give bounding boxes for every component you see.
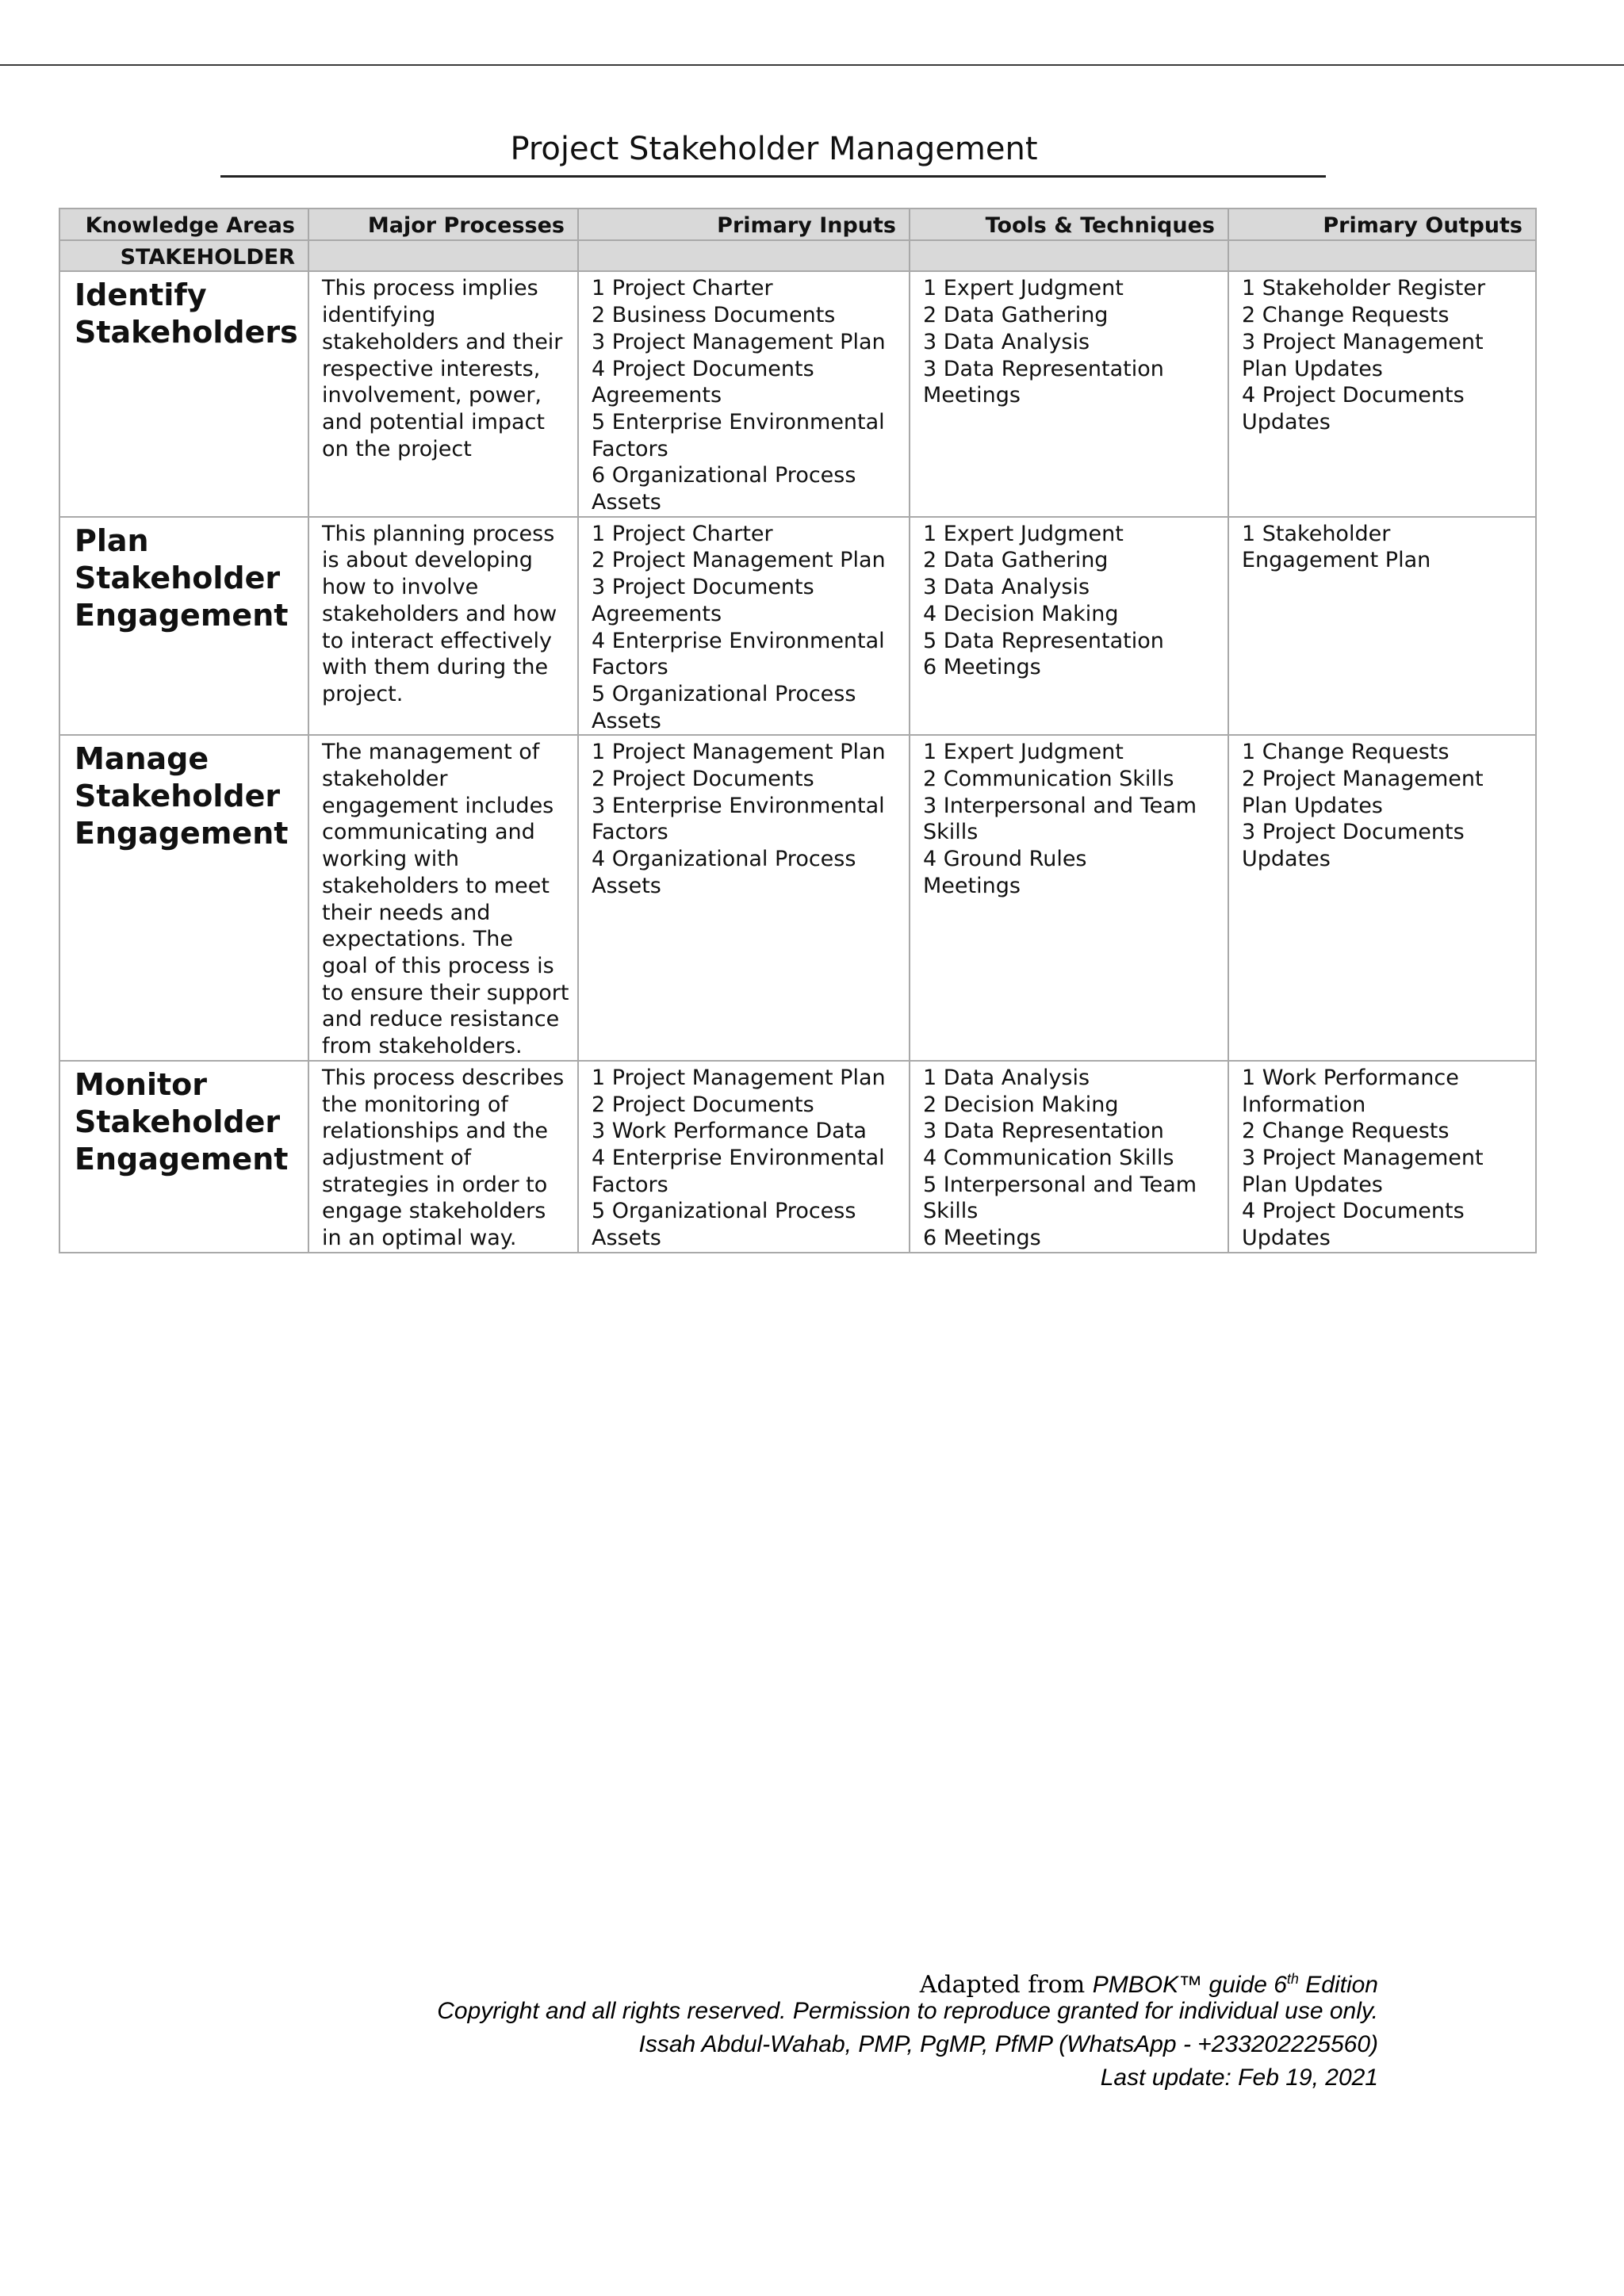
process-description-cell — [308, 271, 578, 516]
cell-line: Updates — [1242, 847, 1331, 872]
cell-line: 1 Expert Judgment — [923, 276, 1124, 301]
cell-line: The management of — [322, 740, 540, 765]
cell-line: 4 Project Documents — [1242, 383, 1465, 408]
table-row — [59, 271, 1536, 516]
cell-line: 4 Enterprise Environmental — [592, 1145, 885, 1170]
cell-line: to ensure their support — [322, 980, 569, 1005]
process-table-container — [59, 208, 1535, 1253]
cell-line: 1 Stakeholder Register — [1242, 276, 1486, 301]
cell-line: Plan Updates — [1242, 793, 1383, 818]
cell-line: 2 Project Management Plan — [592, 548, 886, 573]
cell-line: Factors — [592, 820, 668, 845]
primary-inputs-cell — [578, 517, 910, 736]
cell-line: 1 Work Performance — [1242, 1065, 1459, 1090]
cell-line: 2 Change Requests — [1242, 303, 1450, 328]
process-name-cell — [59, 735, 308, 1060]
footer-last-update: Last update: Feb 19, 2021 — [1100, 2064, 1378, 2091]
cell-line: 2 Project Management — [1242, 767, 1484, 792]
cell-line: 4 Enterprise Environmental — [592, 628, 885, 653]
process-name-line: Monitor — [75, 1066, 208, 1102]
cell-line: to interact effectively — [322, 628, 552, 653]
cell-line: Assets — [592, 873, 661, 898]
header-row — [59, 209, 1536, 240]
page-title: Project Stakeholder Management — [510, 131, 1038, 167]
process-name-cell — [59, 517, 308, 736]
cell-line: communicating and — [322, 820, 535, 845]
subheader-row — [59, 240, 1536, 272]
cell-line: 1 Project Charter — [592, 521, 773, 546]
cell-line: Skills — [923, 820, 979, 845]
primary-outputs-cell — [1228, 735, 1536, 1060]
cell-line: Meetings — [923, 873, 1021, 898]
header-primary-inputs: Primary Inputs — [578, 209, 910, 240]
cell-line: 2 Communication Skills — [923, 767, 1174, 792]
cell-line: 3 Data Analysis — [923, 329, 1090, 354]
table-row — [59, 735, 1536, 1060]
cell-line: relationships and the — [322, 1119, 549, 1144]
cell-line: 5 Interpersonal and Team — [923, 1172, 1197, 1197]
primary-outputs-cell — [1228, 1061, 1536, 1253]
cell-line: stakeholder — [322, 767, 448, 792]
cell-line: 2 Project Documents — [592, 767, 814, 792]
process-description-cell — [308, 517, 578, 736]
process-table — [59, 208, 1537, 1253]
cell-line: adjustment of — [322, 1145, 472, 1170]
cell-line: 2 Data Gathering — [923, 548, 1109, 573]
footer-author: Issah Abdul-Wahab, PMP, PgMP, PfMP (WhatsApp - +233202225560) — [638, 2031, 1378, 2057]
cell-line: stakeholders and how — [322, 601, 557, 626]
process-description-cell — [308, 735, 578, 1060]
cell-line: with them during the — [322, 655, 549, 680]
cell-line: 3 Project Documents — [1242, 820, 1465, 845]
footer-copyright: Copyright and all rights reserved. Permission to reproduce granted for individual use only. — [437, 1998, 1378, 2024]
cell-line: project. — [322, 681, 404, 706]
cell-line: 3 Interpersonal and Team — [923, 793, 1197, 818]
cell-line: Plan Updates — [1242, 1172, 1383, 1197]
cell-line: 2 Data Gathering — [923, 303, 1109, 328]
header-primary-outputs: Primary Outputs — [1228, 209, 1536, 240]
process-name-line: Stakeholder — [75, 1104, 281, 1139]
tools-techniques-cell — [910, 271, 1228, 516]
cell-line: Assets — [592, 490, 661, 515]
cell-line: 6 Organizational Process — [592, 463, 856, 488]
process-name-line: Engagement — [75, 816, 289, 851]
cell-line: 4 Project Documents — [592, 356, 814, 381]
primary-inputs-cell — [578, 271, 910, 516]
cell-line: 2 Business Documents — [592, 303, 836, 328]
table-row — [59, 1061, 1536, 1253]
cell-line: Agreements — [592, 383, 722, 408]
cell-line: and reduce resistance — [322, 1007, 560, 1032]
cell-line: working with — [322, 847, 459, 872]
cell-line: the monitoring of — [322, 1092, 508, 1117]
header-tools-techniques: Tools & Techniques — [910, 209, 1228, 240]
process-name-line: Stakeholders — [75, 315, 298, 350]
cell-line: 5 Enterprise Environmental — [592, 409, 885, 434]
cell-line: Updates — [1242, 409, 1331, 434]
primary-inputs-cell — [578, 1061, 910, 1253]
cell-line: Factors — [592, 436, 668, 461]
table-row — [59, 517, 1536, 736]
cell-line: Agreements — [592, 601, 722, 626]
cell-line: 3 Data Representation — [923, 356, 1164, 381]
cell-line: 4 Decision Making — [923, 601, 1119, 626]
primary-outputs-cell — [1228, 271, 1536, 516]
cell-line: 5 Organizational Process — [592, 1199, 856, 1224]
cell-line: Engagement Plan — [1242, 548, 1431, 573]
cell-line: goal of this process is — [322, 953, 554, 978]
top-rule — [0, 64, 1624, 66]
cell-line: Plan Updates — [1242, 356, 1383, 381]
cell-line: expectations. The — [322, 927, 514, 952]
cell-line: 3 Project Management — [1242, 1145, 1484, 1170]
header-knowledge-areas: Knowledge Areas — [59, 209, 308, 240]
cell-line: Factors — [592, 1172, 668, 1197]
cell-line: 4 Organizational Process — [592, 847, 856, 872]
cell-line: how to involve — [322, 575, 479, 600]
cell-line: 3 Project Documents — [592, 575, 814, 600]
cell-line: identifying — [322, 303, 436, 328]
cell-line: is about developing — [322, 548, 533, 573]
cell-line: 2 Change Requests — [1242, 1119, 1450, 1144]
cell-line: engage stakeholders — [322, 1199, 546, 1224]
tools-techniques-cell — [910, 517, 1228, 736]
cell-line: 1 Expert Judgment — [923, 740, 1124, 765]
cell-line: 1 Change Requests — [1242, 740, 1450, 765]
cell-line: 4 Project Documents — [1242, 1199, 1465, 1224]
cell-line: 1 Project Management Plan — [592, 1065, 886, 1090]
cell-line: This process implies — [322, 276, 538, 301]
primary-inputs-cell — [578, 735, 910, 1060]
cell-line: 5 Data Representation — [923, 628, 1164, 653]
cell-line: in an optimal way. — [322, 1226, 517, 1251]
cell-line: engagement includes — [322, 793, 554, 818]
cell-line: 4 Ground Rules — [923, 847, 1087, 872]
cell-line: 6 Meetings — [923, 1226, 1041, 1251]
process-name-line: Plan — [75, 522, 149, 558]
cell-line: and potential impact — [322, 409, 545, 434]
cell-line: Skills — [923, 1199, 979, 1224]
knowledge-area-label: STAKEHOLDER — [59, 240, 308, 272]
cell-line: 3 Data Representation — [923, 1119, 1164, 1144]
process-name-line: Engagement — [75, 597, 289, 633]
cell-line: on the project — [322, 436, 472, 461]
cell-line: stakeholders to meet — [322, 873, 550, 898]
primary-outputs-cell — [1228, 517, 1536, 736]
cell-line: 3 Data Analysis — [923, 575, 1090, 600]
process-name-line: Identify — [75, 277, 207, 313]
cell-line: Assets — [592, 1226, 661, 1251]
process-description-cell — [308, 1061, 578, 1253]
tools-techniques-cell — [910, 1061, 1228, 1253]
cell-line: This planning process — [322, 521, 555, 546]
title-underline — [220, 175, 1326, 178]
cell-line: Updates — [1242, 1226, 1331, 1251]
header-major-processes: Major Processes — [308, 209, 578, 240]
tools-techniques-cell — [910, 735, 1228, 1060]
cell-line: 1 Project Management Plan — [592, 740, 886, 765]
cell-line: 3 Project Management — [1242, 329, 1484, 354]
footer-adapted: Adapted from PMBOK™ guide 6th Edition — [919, 1971, 1378, 1999]
cell-line: 2 Project Documents — [592, 1092, 814, 1117]
cell-line: stakeholders and their — [322, 329, 563, 354]
cell-line: from stakeholders. — [322, 1034, 523, 1059]
process-name-cell — [59, 1061, 308, 1253]
cell-line: Factors — [592, 655, 668, 680]
cell-line: Information — [1242, 1092, 1366, 1117]
process-name-line: Manage — [75, 741, 209, 777]
cell-line: 6 Meetings — [923, 655, 1041, 680]
cell-line: 3 Enterprise Environmental — [592, 793, 885, 818]
cell-line: 1 Expert Judgment — [923, 521, 1124, 546]
cell-line: 5 Organizational Process — [592, 681, 856, 706]
cell-line: 4 Communication Skills — [923, 1145, 1174, 1170]
cell-line: strategies in order to — [322, 1172, 548, 1197]
cell-line: This process describes — [322, 1065, 565, 1090]
process-name-line: Engagement — [75, 1141, 289, 1177]
cell-line: 2 Decision Making — [923, 1092, 1119, 1117]
process-name-cell — [59, 271, 308, 516]
cell-line: 1 Project Charter — [592, 276, 773, 301]
cell-line: Meetings — [923, 383, 1021, 408]
cell-line: Assets — [592, 708, 661, 733]
cell-line: 3 Project Management Plan — [592, 329, 886, 354]
cell-line: 1 Stakeholder — [1242, 521, 1391, 546]
cell-line: involvement, power, — [322, 383, 542, 408]
cell-line: 1 Data Analysis — [923, 1065, 1090, 1090]
process-name-line: Stakeholder — [75, 560, 281, 595]
cell-line: respective interests, — [322, 356, 541, 381]
process-name-line: Stakeholder — [75, 779, 281, 814]
table-body — [59, 271, 1536, 1252]
cell-line: their needs and — [322, 900, 491, 925]
cell-line: 3 Work Performance Data — [592, 1119, 867, 1144]
